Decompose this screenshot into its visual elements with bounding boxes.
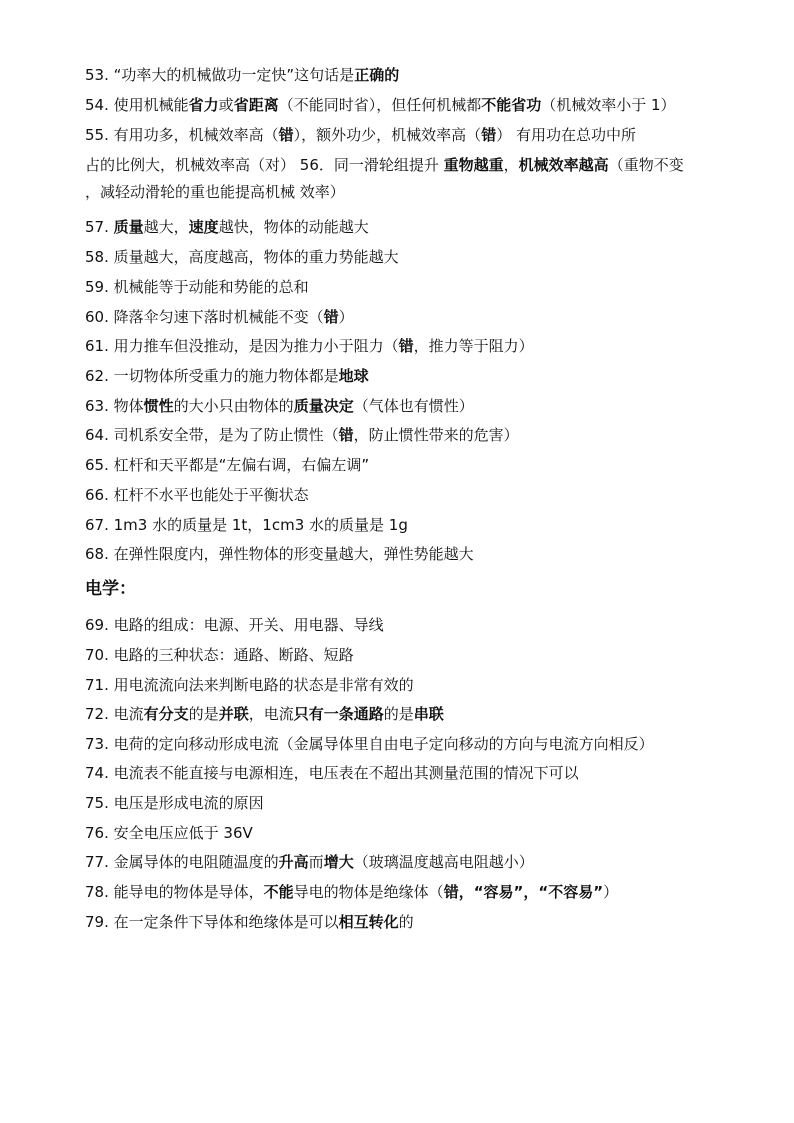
item-number: 70. bbox=[85, 646, 109, 664]
item-number: 63. bbox=[85, 397, 109, 415]
item-text: 使用机械能 bbox=[113, 96, 189, 114]
item-text: 有用功多，机械效率高（ bbox=[113, 126, 279, 144]
emphasis-text: 地球 bbox=[338, 367, 369, 385]
item-text: ，防止惯性带来的危害） bbox=[353, 426, 519, 444]
list-item bbox=[85, 455, 369, 475]
item-text: 占的比例大，机械效率高（对） 56．同一滑轮组提升 bbox=[85, 156, 444, 174]
item-number: 72. bbox=[85, 705, 109, 723]
item-text: ） 有用功在总功中所 bbox=[496, 126, 636, 144]
list-item bbox=[85, 95, 676, 115]
list-item bbox=[85, 645, 354, 665]
item-text: ，减轻动滑轮的重也能提高机械 效率） bbox=[85, 183, 345, 201]
emphasis-text: 速度 bbox=[188, 218, 219, 236]
item-text: 金属导体的电阻随温度的 bbox=[113, 853, 279, 871]
item-text: 电荷的定向移动形成电流（金属导体里自由电子定向移动的方向与电流方向相反） bbox=[113, 735, 654, 753]
item-text: ， bbox=[503, 156, 519, 174]
item-text: （机械效率小于 1） bbox=[541, 96, 676, 114]
emphasis-text: 错 bbox=[338, 426, 354, 444]
item-text: 电路的三种状态：通路、断路、短路 bbox=[113, 646, 354, 664]
list-item bbox=[85, 734, 654, 754]
emphasis-text: 只有一条通路 bbox=[293, 705, 384, 723]
list-item bbox=[85, 182, 345, 202]
item-text: 1m3 水的质量是 1t，1cm3 水的质量是 1g bbox=[113, 516, 408, 534]
item-text: 的大小只由物体的 bbox=[173, 397, 294, 415]
emphasis-text: 质量决定 bbox=[293, 397, 354, 415]
list-item bbox=[85, 277, 309, 297]
item-number: 71. bbox=[85, 676, 109, 694]
item-number: 57. bbox=[85, 218, 109, 236]
item-text: （重物不变 bbox=[608, 156, 684, 174]
item-text: 杠杆不水平也能处于平衡状态 bbox=[113, 486, 309, 504]
item-text: 的 bbox=[398, 913, 414, 931]
list-item bbox=[85, 544, 474, 564]
emphasis-text: 错 bbox=[481, 126, 497, 144]
item-number: 76. bbox=[85, 824, 109, 842]
list-item bbox=[85, 336, 534, 356]
item-number: 65. bbox=[85, 456, 109, 474]
item-text: 能导电的物体是导体， bbox=[113, 883, 264, 901]
item-text: ） bbox=[338, 308, 354, 326]
item-text: 越快，物体的动能越大 bbox=[218, 218, 369, 236]
emphasis-text: 并联 bbox=[218, 705, 249, 723]
item-number: 77. bbox=[85, 853, 109, 871]
emphasis-text: 省距离 bbox=[233, 96, 279, 114]
item-number: 73. bbox=[85, 735, 109, 753]
emphasis-text: 不能省功 bbox=[481, 96, 542, 114]
list-item bbox=[85, 65, 399, 85]
item-number: 60. bbox=[85, 308, 109, 326]
item-number: 62. bbox=[85, 367, 109, 385]
item-text: ，推力等于阻力） bbox=[413, 337, 534, 355]
list-item bbox=[85, 366, 369, 386]
item-text: 杠杆和天平都是“左偏右调，右偏左调” bbox=[113, 456, 370, 474]
item-text: 安全电压应低于 36V bbox=[113, 824, 253, 842]
item-text: （玻璃温度越高电阻越小） bbox=[353, 853, 534, 871]
item-number: 55. bbox=[85, 126, 109, 144]
item-text: （不能同时省），但任何机械都 bbox=[278, 96, 482, 114]
item-text: 质量越大，高度越高，物体的重力势能越大 bbox=[113, 248, 399, 266]
emphasis-text: 重物越重 bbox=[443, 156, 504, 174]
list-item bbox=[85, 615, 384, 635]
item-number: 61. bbox=[85, 337, 109, 355]
list-item bbox=[85, 852, 534, 872]
list-item bbox=[85, 882, 618, 902]
list-item bbox=[85, 515, 408, 535]
item-text: 在一定条件下导体和绝缘体是可以 bbox=[113, 913, 339, 931]
item-text: 司机系安全带，是为了防止惯性（ bbox=[113, 426, 339, 444]
list-item bbox=[85, 793, 264, 813]
item-number: 79. bbox=[85, 913, 109, 931]
item-text: 电路的组成：电源、开关、用电器、导线 bbox=[113, 616, 384, 634]
emphasis-text: 升高 bbox=[278, 853, 309, 871]
emphasis-text: 不能 bbox=[263, 883, 294, 901]
item-text: 电压是形成电流的原因 bbox=[113, 794, 264, 812]
list-item bbox=[85, 763, 579, 783]
emphasis-text: 质量 bbox=[113, 218, 144, 236]
emphasis-text: 错 bbox=[323, 308, 339, 326]
item-text: 的是 bbox=[188, 705, 219, 723]
item-text: 一切物体所受重力的施力物体都是 bbox=[113, 367, 339, 385]
list-item bbox=[85, 247, 399, 267]
item-number: 75. bbox=[85, 794, 109, 812]
item-text: ），额外功少，机械效率高（ bbox=[293, 126, 482, 144]
list-item bbox=[85, 823, 253, 843]
item-text: 用力推车但没推动，是因为推力小于阻力（ bbox=[113, 337, 399, 355]
emphasis-text: 错 bbox=[398, 337, 414, 355]
item-text: 电流 bbox=[113, 705, 144, 723]
item-text: 机械能等于动能和势能的总和 bbox=[113, 278, 309, 296]
emphasis-text: 正确的 bbox=[354, 66, 400, 84]
emphasis-text: 串联 bbox=[413, 705, 444, 723]
emphasis-text: 有分支 bbox=[143, 705, 189, 723]
emphasis-text: 增大 bbox=[323, 853, 354, 871]
item-number: 66. bbox=[85, 486, 109, 504]
item-number: 74. bbox=[85, 764, 109, 782]
item-text: 导电的物体是绝缘体（ bbox=[293, 883, 444, 901]
list-item bbox=[85, 425, 519, 445]
item-text: 而 bbox=[308, 853, 324, 871]
item-number: 78. bbox=[85, 883, 109, 901]
item-text: 电流表不能直接与电源相连，电压表在不超出其测量范围的情况下可以 bbox=[113, 764, 579, 782]
list-item bbox=[85, 125, 636, 145]
item-number: 64. bbox=[85, 426, 109, 444]
list-item bbox=[85, 675, 414, 695]
list-item bbox=[85, 155, 684, 175]
emphasis-text: 省力 bbox=[188, 96, 219, 114]
item-text: 的是 bbox=[383, 705, 414, 723]
item-text: （气体也有惯性） bbox=[353, 397, 474, 415]
list-item bbox=[85, 217, 369, 237]
item-number: 69. bbox=[85, 616, 109, 634]
item-number: 68. bbox=[85, 545, 109, 563]
list-item bbox=[85, 704, 444, 724]
emphasis-text: 机械效率越高 bbox=[518, 156, 609, 174]
emphasis-text: 错，“容易”，“不容易” bbox=[443, 883, 604, 901]
item-number: 53. bbox=[85, 66, 109, 84]
item-text: 或 bbox=[218, 96, 234, 114]
list-item bbox=[85, 396, 474, 416]
item-text: 降落伞匀速下落时机械能不变（ bbox=[113, 308, 324, 326]
item-number: 67. bbox=[85, 516, 109, 534]
emphasis-text: 惯性 bbox=[143, 397, 174, 415]
item-number: 54. bbox=[85, 96, 109, 114]
item-number: 58. bbox=[85, 248, 109, 266]
item-number: 59. bbox=[85, 278, 109, 296]
item-text: ） bbox=[603, 883, 619, 901]
emphasis-text: 相互转化 bbox=[338, 913, 399, 931]
item-text: 用电流流向法来判断电路的状态是非常有效的 bbox=[113, 676, 414, 694]
list-item bbox=[85, 912, 414, 932]
list-item bbox=[85, 307, 354, 327]
item-text: 物体 bbox=[113, 397, 144, 415]
item-text: “功率大的机械做功一定快”这句话是 bbox=[113, 66, 355, 84]
item-text: 越大， bbox=[143, 218, 189, 236]
item-text: ，电流 bbox=[248, 705, 294, 723]
item-text: 在弹性限度内，弹性物体的形变量越大，弹性势能越大 bbox=[113, 545, 474, 563]
section-heading-electricity: 电学： bbox=[85, 579, 136, 599]
list-item bbox=[85, 485, 309, 505]
emphasis-text: 错 bbox=[278, 126, 294, 144]
